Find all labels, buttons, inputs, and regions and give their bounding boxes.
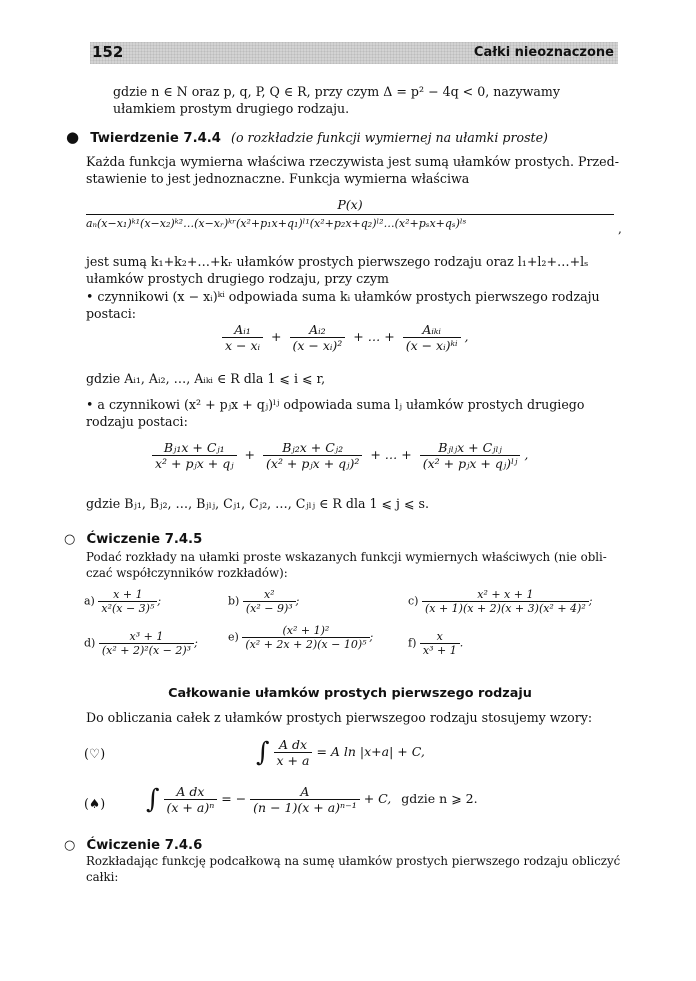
formula-spade-label: (♠) (84, 796, 106, 811)
f2-den-2: (x² + pⱼx + qⱼ)² (263, 455, 362, 471)
formula-second-kind (152, 440, 528, 471)
exercise-item-d: d) $\frac{\text{x³ + 1}}{\text{(x² + 2)²(x − 2)³}}$ ; (84, 630, 198, 657)
f2-num-2: Bⱼ₂x + Cⱼ₂ (282, 440, 344, 455)
f1-den-2: (x − xᵢ)² (290, 337, 346, 353)
intro-line-1: gdzie n ∈ N oraz p, q, P, Q ∈ R, przy czym Δ = p² − 4q < 0, nazywamy (113, 84, 560, 99)
main-denominator: aₙ(x−x₁)ᵏ¹(x−x₂)ᵏ²…(x−xᵣ)ᵏʳ(x²+p₁x+q₁)ˡ¹(x²+p₂x+q₂)ˡ²…(x²+pₛx+qₛ)ˡˢ (86, 217, 467, 230)
theorem-bullet: ● (66, 128, 80, 146)
f2-comma: , (524, 447, 529, 462)
f2-num-3: Bⱼₗⱼx + Cⱼₗⱼ (438, 440, 502, 455)
exercise-745-title: Ćwiczenie 7.4.5 (86, 532, 203, 547)
exercise-745-heading (64, 528, 202, 547)
running-header (90, 42, 618, 64)
running-title: Całki nieoznaczone (473, 45, 614, 60)
main-numerator: P(x) (337, 197, 363, 212)
theorem-text-9: rodzaju postaci: (86, 414, 188, 429)
exercise-item-b: b) $\frac{\text{x²}}{\text{(x² − 9)³}}$ ; (228, 588, 300, 615)
formula-spade: ∫ $\frac{\text{A dx}}{\text{(x + a)ⁿ}}$ = − $\frac{A}{\text{(n − 1)(x + a)ⁿ⁻¹}}$ + C, gdzie n ⩾ 2. (146, 784, 478, 815)
f2-den-3: (x² + pⱼx + qⱼ)ˡʲ (420, 455, 521, 471)
theorem-text-6: postaci: (86, 306, 136, 321)
f2-plus: + (244, 447, 256, 462)
theorem-text-1: Każda funkcja wymierna właściwa rzeczywista jest sumą ułamków prostych. Przed- (86, 154, 619, 169)
theorem-text-7: gdzie Aᵢ₁, Aᵢ₂, …, Aᵢₖᵢ ∈ R dla 1 ⩽ i ⩽ r, (86, 371, 326, 386)
f1-num-2: Aᵢ₂ (309, 322, 326, 337)
f1-comma: , (464, 329, 469, 344)
f1-den-3: (x − xᵢ)ᵏⁱ (403, 337, 461, 353)
main-fraction (86, 197, 614, 230)
theorem-text-3: jest sumą k₁+k₂+…+kᵣ ułamków prostych pierwszego rodzaju oraz l₁+l₂+…+lₛ (86, 254, 589, 269)
f1-plus: + (271, 329, 282, 344)
exercise-746-text-1: Rozkładając funkcję podcałkową na sumę ułamków prostych pierwszego rodzaju obliczyć (86, 854, 621, 868)
exercise-746-text-2: całki: (86, 870, 119, 884)
exercise-marker-icon: ○ (64, 532, 76, 547)
exercise-item-e: e) $\frac{\text{(x² + 1)²}}{\text{(x² + 2x + 2)(x − 10)⁵}}$ ; (228, 624, 374, 651)
theorem-subtitle: (o rozkładzie funkcji wymiernej na ułamki proste) (231, 130, 548, 145)
theorem-text-5: • czynnikowi (x − xᵢ)ᵏⁱ odpowiada suma kᵢ ułamków prostych pierwszego rodzaju (86, 289, 600, 304)
section-text: Do obliczania całek z ułamków prostych pierwszegoo rodzaju stosujemy wzory: (86, 710, 593, 725)
intro-line-2: ułamkiem prostym drugiego rodzaju. (113, 101, 350, 116)
exercise-item-f: f) $\frac{x}{\text{x³ + 1}}$ . (408, 630, 464, 657)
section-title: Całkowanie ułamków prostych pierwszego rodzaju (168, 686, 532, 701)
f1-den-1: x − xᵢ (222, 337, 263, 353)
theorem-text-4: ułamków prostych drugiego rodzaju, przy czym (86, 271, 389, 286)
main-comma: , (618, 222, 622, 236)
exercise-746-title: Ćwiczenie 7.4.6 (86, 838, 203, 853)
theorem-text-2: stawienie to jest jednoznaczne. Funkcja wymierna właściwa (86, 171, 470, 186)
exercise-item-a: a) $\frac{x + 1}{\text{x²(x − 3)⁵}}$ ; (84, 588, 162, 615)
exercise-item-c: c) $\frac{\text{x² + x + 1}}{\text{(x + 1)(x + 2)(x + 3)(x² + 4)²}}$ ; (408, 588, 593, 615)
exercise-marker-icon: ○ (64, 838, 76, 853)
f1-plus-dots: + … + (353, 329, 395, 344)
theorem-heading (66, 127, 548, 146)
exercise-746-heading (64, 834, 202, 853)
formula-heart-label: (♡) (84, 746, 106, 761)
exercise-745-text-1: Podać rozkłady na ułamki proste wskazanych funkcji wymiernych właściwych (nie obli- (86, 550, 607, 564)
exercise-745-text-2: czać współczynników rozkładów): (86, 566, 288, 580)
theorem-text-10: gdzie Bⱼ₁, Bⱼ₂, …, Bⱼₗⱼ, Cⱼ₁, Cⱼ₂, …, Cⱼₗⱼ ∈ R dla 1 ⩽ j ⩽ s. (86, 496, 429, 511)
f2-den-1: x² + pⱼx + qⱼ (152, 455, 237, 471)
theorem-text-8: • a czynnikowi (x² + pⱼx + qⱼ)ˡʲ odpowiada suma lⱼ ułamków prostych drugiego (86, 397, 585, 412)
theorem-title: Twierdzenie 7.4.4 (90, 131, 221, 146)
f2-num-1: Bⱼ₁x + Cⱼ₁ (163, 440, 225, 455)
f2-plus-dots: + … + (370, 447, 412, 462)
page-number: 152 (92, 43, 124, 61)
f1-num-3: Aᵢₖᵢ (422, 322, 441, 337)
f1-num-1: Aᵢ₁ (234, 322, 251, 337)
formula-first-kind (222, 322, 469, 353)
formula-heart: ∫ $\frac{\text{A dx}}{x + a}$ = A ln |x+a| + C, (256, 737, 425, 768)
